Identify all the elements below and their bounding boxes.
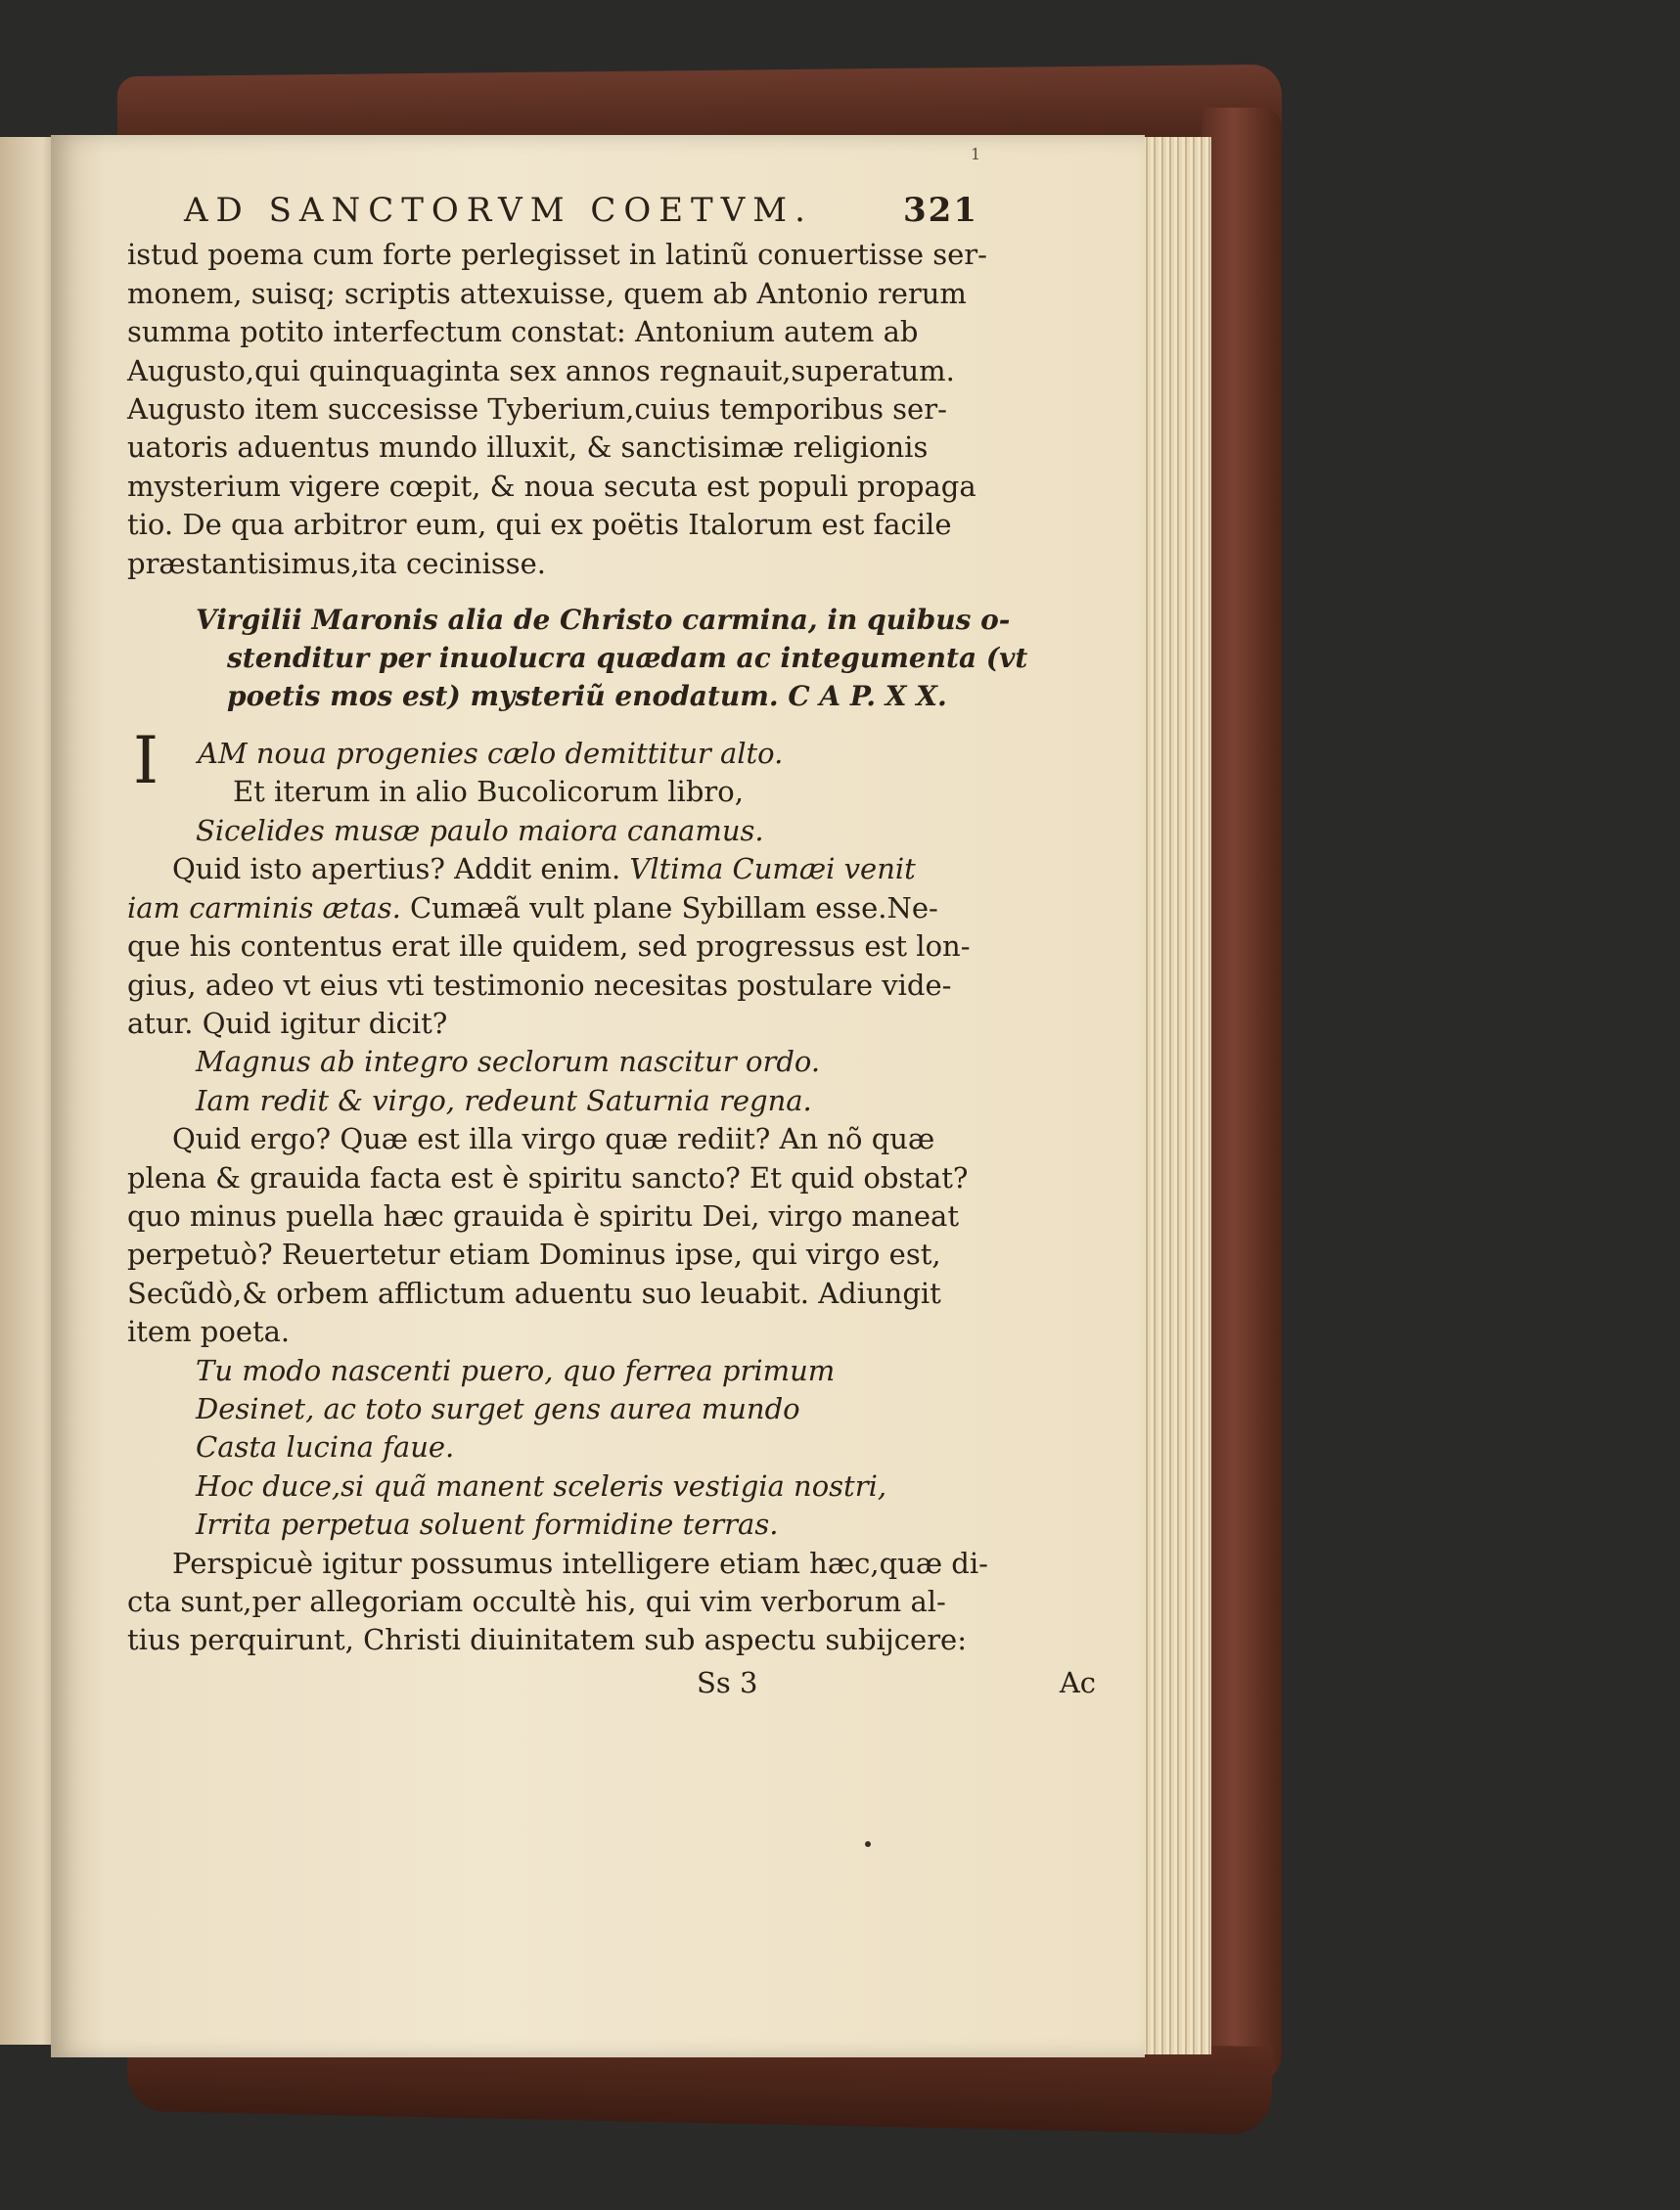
text-line: tio. De qua arbitror eum, qui ex poëtis Italorum est facile	[127, 508, 952, 542]
verse-line: Iam redit & virgo, redeunt Saturnia regna.	[196, 1083, 812, 1117]
text-roman: Cumæã vult plane Sybillam esse.Ne-	[410, 890, 938, 925]
heading-line: Virgilii Maronis alia de Christo carmina, in quibus o-	[196, 604, 1011, 637]
text-line: quo minus puella hæc grauida è spiritu Dei, virgo maneat	[127, 1198, 959, 1233]
heading-line: poetis mos est) mysteriũ enodatum. C A P. X X.	[227, 680, 947, 713]
paragraph-4	[127, 1545, 988, 1660]
text-line: que his contentus erat ille quidem, sed progressus est lon-	[127, 929, 971, 964]
heading-line: stenditur per inuolucra quædam ac integumenta (vt	[227, 642, 1028, 675]
text-line: Augusto item succesisse Tyberium,cuius temporibus ser-	[127, 392, 947, 427]
text-line: monem, suisq; scriptis attexuisse, quem ab Antonio rerum	[127, 276, 967, 310]
drop-cap: I	[133, 723, 159, 799]
text-line: Et iterum in alio Bucolicorum libro,	[233, 775, 744, 809]
page-number: 321	[903, 191, 978, 230]
text-line: gius, adeo vt eius vti testimonio necesitas postulare vide-	[127, 968, 952, 1002]
paragraph-2	[127, 850, 978, 1043]
text-roman: Quid isto apertius? Addit enim.	[172, 852, 621, 886]
text-line: Perspicuè igitur possumus intelligere etiam hæc,quæ di-	[172, 1546, 988, 1580]
folio-mark: 1	[971, 145, 981, 163]
text-line: cta sunt,per allegoriam occultè his, qui vim verborum al-	[127, 1585, 946, 1618]
text-line: uatoris aduentus mundo illuxit, & sanctisimæ religionis	[127, 430, 929, 465]
text-line	[127, 850, 978, 888]
text-italic: Vltima Cumæi venit	[629, 852, 916, 886]
text-line: plena & grauida facta est è spiritu sancto? Et quid obstat?	[127, 1160, 969, 1195]
verse-line: AM noua progenies cælo demittitur alto.	[198, 737, 784, 771]
cover-spine-edge	[1202, 108, 1282, 2084]
running-head	[184, 192, 978, 230]
chapter-heading	[196, 601, 1028, 715]
ink-speck	[865, 1841, 871, 1847]
text-line: item poeta.	[127, 1315, 291, 1349]
page-block-edges	[1135, 137, 1211, 2054]
catchword: Ac	[1059, 1665, 1096, 1699]
verse-line: Desinet, ac toto surget gens aurea mundo	[196, 1391, 800, 1425]
verse-line: Irrita perpetua soluent formidine terras.	[196, 1508, 779, 1542]
verse-line: Magnus ab integro seclorum nascitur ordo.	[196, 1045, 821, 1079]
verse-line: Hoc duce,si quã manent sceleris vestigia nostri,	[196, 1468, 887, 1503]
verse-line: Casta lucina faue.	[196, 1430, 455, 1465]
text-line: perpetuò? Reuertetur etiam Dominus ipse, qui virgo est,	[127, 1238, 941, 1272]
text-line: istud poema cum forte perlegisset in latinũ conuertisse ser-	[127, 238, 987, 272]
text-line	[127, 889, 978, 927]
text-line: mysterium vigere cœpit, & noua secuta est populi propaga	[127, 469, 976, 503]
text-line: atur. Quid igitur dicit?	[127, 1006, 448, 1040]
page-text	[127, 191, 1096, 1702]
signature-mark: Ss 3	[697, 1665, 758, 1699]
text-line: præstantisimus,ita cecinisse.	[127, 546, 547, 580]
verse-line: Tu modo nascenti puero, quo ferrea primum	[196, 1353, 836, 1387]
paragraph-3	[127, 1120, 978, 1351]
text-line: Augusto,qui quinquaginta sex annos regnauit,superatum.	[127, 353, 955, 387]
verse-with-dropcap	[127, 723, 978, 812]
text-line: Secũdò,& orbem afflictum aduentu suo leuabit. Adiungit	[127, 1276, 941, 1310]
text-line: Quid ergo? Quæ est illa virgo quæ rediit? An nõ quæ	[172, 1122, 935, 1156]
page-footer	[697, 1664, 1096, 1702]
running-head-title: AD SANCTORVM COETVM.	[184, 191, 813, 230]
text-line: summa potito interfectum constat: Antonium autem ab	[127, 315, 919, 349]
text-italic: iam carminis ætas.	[127, 890, 401, 925]
verse-line: Sicelides musæ paulo maiora canamus.	[196, 813, 764, 847]
paragraph-1	[127, 236, 987, 583]
text-line: tius perquirunt, Christi diuinitatem sub aspectu subijcere:	[127, 1623, 967, 1657]
